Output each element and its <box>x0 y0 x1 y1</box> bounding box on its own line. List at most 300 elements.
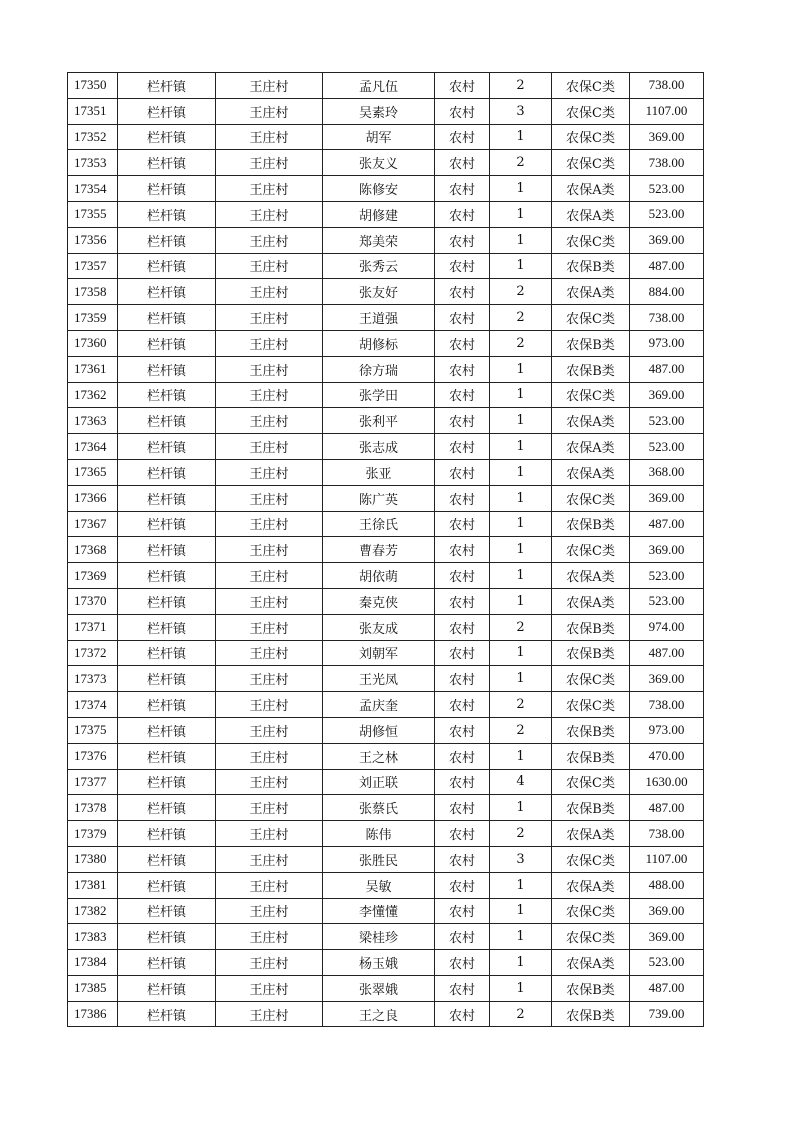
amount-cell: 523.00 <box>630 588 704 614</box>
category-cell: 农保C类 <box>552 846 630 872</box>
row-number-cell: 17377 <box>68 769 118 795</box>
amount-cell: 487.00 <box>630 511 704 537</box>
area-type-cell: 农村 <box>435 98 490 124</box>
area-type-cell: 农村 <box>435 459 490 485</box>
amount-cell: 470.00 <box>630 743 704 769</box>
amount-cell: 884.00 <box>630 279 704 305</box>
row-number-cell: 17355 <box>68 201 118 227</box>
category-cell: 农保C类 <box>552 150 630 176</box>
row-number-cell: 17365 <box>68 459 118 485</box>
count-cell: 1 <box>490 872 552 898</box>
amount-cell: 523.00 <box>630 950 704 976</box>
count-cell: 4 <box>490 769 552 795</box>
row-number-cell: 17382 <box>68 898 118 924</box>
area-type-cell: 农村 <box>435 743 490 769</box>
area-type-cell: 农村 <box>435 924 490 950</box>
count-cell: 1 <box>490 588 552 614</box>
category-cell: 农保B类 <box>552 356 630 382</box>
category-cell: 农保A类 <box>552 201 630 227</box>
table-row <box>68 717 704 743</box>
row-number-cell: 17356 <box>68 227 118 253</box>
town-cell: 栏杆镇 <box>118 563 216 589</box>
area-type-cell: 农村 <box>435 253 490 279</box>
name-cell: 张秀云 <box>323 253 435 279</box>
town-cell: 栏杆镇 <box>118 1001 216 1027</box>
count-cell: 1 <box>490 253 552 279</box>
row-number-cell: 17358 <box>68 279 118 305</box>
row-number-cell: 17357 <box>68 253 118 279</box>
row-number-cell: 17378 <box>68 795 118 821</box>
town-cell: 栏杆镇 <box>118 666 216 692</box>
category-cell: 农保A类 <box>552 408 630 434</box>
town-cell: 栏杆镇 <box>118 743 216 769</box>
village-cell: 王庄村 <box>216 975 323 1001</box>
category-cell: 农保C类 <box>552 305 630 331</box>
table-row <box>68 666 704 692</box>
name-cell: 胡修恒 <box>323 717 435 743</box>
name-cell: 张友义 <box>323 150 435 176</box>
town-cell: 栏杆镇 <box>118 227 216 253</box>
amount-cell: 487.00 <box>630 975 704 1001</box>
table-body <box>68 73 704 1027</box>
name-cell: 徐方瑞 <box>323 356 435 382</box>
town-cell: 栏杆镇 <box>118 356 216 382</box>
town-cell: 栏杆镇 <box>118 795 216 821</box>
table-row <box>68 330 704 356</box>
amount-cell: 738.00 <box>630 821 704 847</box>
area-type-cell: 农村 <box>435 150 490 176</box>
town-cell: 栏杆镇 <box>118 279 216 305</box>
table-row <box>68 459 704 485</box>
count-cell: 1 <box>490 124 552 150</box>
table-row <box>68 176 704 202</box>
category-cell: 农保B类 <box>552 975 630 1001</box>
village-cell: 王庄村 <box>216 563 323 589</box>
village-cell: 王庄村 <box>216 124 323 150</box>
row-number-cell: 17386 <box>68 1001 118 1027</box>
count-cell: 1 <box>490 640 552 666</box>
name-cell: 孟凡伍 <box>323 73 435 99</box>
count-cell: 1 <box>490 666 552 692</box>
town-cell: 栏杆镇 <box>118 485 216 511</box>
amount-cell: 738.00 <box>630 150 704 176</box>
village-cell: 王庄村 <box>216 434 323 460</box>
table-row <box>68 511 704 537</box>
table-row <box>68 795 704 821</box>
area-type-cell: 农村 <box>435 382 490 408</box>
amount-cell: 369.00 <box>630 382 704 408</box>
table-row <box>68 692 704 718</box>
village-cell: 王庄村 <box>216 485 323 511</box>
amount-cell: 369.00 <box>630 485 704 511</box>
category-cell: 农保C类 <box>552 227 630 253</box>
count-cell: 1 <box>490 434 552 460</box>
area-type-cell: 农村 <box>435 975 490 1001</box>
category-cell: 农保A类 <box>552 563 630 589</box>
town-cell: 栏杆镇 <box>118 98 216 124</box>
amount-cell: 738.00 <box>630 692 704 718</box>
table-row <box>68 434 704 460</box>
row-number-cell: 17369 <box>68 563 118 589</box>
town-cell: 栏杆镇 <box>118 950 216 976</box>
count-cell: 1 <box>490 924 552 950</box>
row-number-cell: 17373 <box>68 666 118 692</box>
name-cell: 张翠娥 <box>323 975 435 1001</box>
village-cell: 王庄村 <box>216 150 323 176</box>
name-cell: 张利平 <box>323 408 435 434</box>
table-row <box>68 975 704 1001</box>
name-cell: 胡依萌 <box>323 563 435 589</box>
table-row <box>68 201 704 227</box>
name-cell: 曹春芳 <box>323 537 435 563</box>
amount-cell: 738.00 <box>630 73 704 99</box>
category-cell: 农保C类 <box>552 382 630 408</box>
amount-cell: 1107.00 <box>630 846 704 872</box>
table-row <box>68 485 704 511</box>
category-cell: 农保C类 <box>552 73 630 99</box>
town-cell: 栏杆镇 <box>118 330 216 356</box>
village-cell: 王庄村 <box>216 898 323 924</box>
village-cell: 王庄村 <box>216 846 323 872</box>
count-cell: 3 <box>490 846 552 872</box>
area-type-cell: 农村 <box>435 485 490 511</box>
town-cell: 栏杆镇 <box>118 717 216 743</box>
area-type-cell: 农村 <box>435 898 490 924</box>
name-cell: 张蔡氏 <box>323 795 435 821</box>
table-row <box>68 279 704 305</box>
village-cell: 王庄村 <box>216 73 323 99</box>
area-type-cell: 农村 <box>435 330 490 356</box>
row-number-cell: 17367 <box>68 511 118 537</box>
name-cell: 李懂懂 <box>323 898 435 924</box>
village-cell: 王庄村 <box>216 924 323 950</box>
town-cell: 栏杆镇 <box>118 408 216 434</box>
count-cell: 2 <box>490 614 552 640</box>
town-cell: 栏杆镇 <box>118 253 216 279</box>
row-number-cell: 17351 <box>68 98 118 124</box>
category-cell: 农保C类 <box>552 485 630 511</box>
category-cell: 农保A类 <box>552 950 630 976</box>
name-cell: 吴敏 <box>323 872 435 898</box>
count-cell: 1 <box>490 408 552 434</box>
area-type-cell: 农村 <box>435 666 490 692</box>
row-number-cell: 17363 <box>68 408 118 434</box>
row-number-cell: 17372 <box>68 640 118 666</box>
amount-cell: 487.00 <box>630 640 704 666</box>
row-number-cell: 17353 <box>68 150 118 176</box>
category-cell: 农保B类 <box>552 1001 630 1027</box>
category-cell: 农保C类 <box>552 666 630 692</box>
row-number-cell: 17384 <box>68 950 118 976</box>
category-cell: 农保B类 <box>552 795 630 821</box>
table-row <box>68 408 704 434</box>
category-cell: 农保C类 <box>552 537 630 563</box>
row-number-cell: 17383 <box>68 924 118 950</box>
town-cell: 栏杆镇 <box>118 588 216 614</box>
count-cell: 1 <box>490 795 552 821</box>
amount-cell: 487.00 <box>630 253 704 279</box>
area-type-cell: 农村 <box>435 563 490 589</box>
area-type-cell: 农村 <box>435 717 490 743</box>
village-cell: 王庄村 <box>216 176 323 202</box>
category-cell: 农保A类 <box>552 588 630 614</box>
count-cell: 1 <box>490 537 552 563</box>
name-cell: 王道强 <box>323 305 435 331</box>
town-cell: 栏杆镇 <box>118 305 216 331</box>
table-row <box>68 253 704 279</box>
amount-cell: 1107.00 <box>630 98 704 124</box>
count-cell: 1 <box>490 459 552 485</box>
name-cell: 秦克侠 <box>323 588 435 614</box>
area-type-cell: 农村 <box>435 846 490 872</box>
area-type-cell: 农村 <box>435 73 490 99</box>
town-cell: 栏杆镇 <box>118 434 216 460</box>
area-type-cell: 农村 <box>435 640 490 666</box>
count-cell: 1 <box>490 563 552 589</box>
name-cell: 梁桂珍 <box>323 924 435 950</box>
area-type-cell: 农村 <box>435 356 490 382</box>
amount-cell: 369.00 <box>630 898 704 924</box>
name-cell: 陈伟 <box>323 821 435 847</box>
village-cell: 王庄村 <box>216 588 323 614</box>
table-row <box>68 563 704 589</box>
name-cell: 吴素玲 <box>323 98 435 124</box>
town-cell: 栏杆镇 <box>118 898 216 924</box>
amount-cell: 523.00 <box>630 408 704 434</box>
village-cell: 王庄村 <box>216 98 323 124</box>
count-cell: 1 <box>490 176 552 202</box>
row-number-cell: 17370 <box>68 588 118 614</box>
category-cell: 农保A类 <box>552 459 630 485</box>
town-cell: 栏杆镇 <box>118 511 216 537</box>
village-cell: 王庄村 <box>216 408 323 434</box>
village-cell: 王庄村 <box>216 614 323 640</box>
count-cell: 3 <box>490 98 552 124</box>
count-cell: 2 <box>490 692 552 718</box>
village-cell: 王庄村 <box>216 382 323 408</box>
name-cell: 张学田 <box>323 382 435 408</box>
table-row <box>68 588 704 614</box>
name-cell: 张志成 <box>323 434 435 460</box>
area-type-cell: 农村 <box>435 408 490 434</box>
table-row <box>68 1001 704 1027</box>
area-type-cell: 农村 <box>435 279 490 305</box>
table-row <box>68 124 704 150</box>
row-number-cell: 17361 <box>68 356 118 382</box>
town-cell: 栏杆镇 <box>118 975 216 1001</box>
row-number-cell: 17354 <box>68 176 118 202</box>
table-row <box>68 227 704 253</box>
area-type-cell: 农村 <box>435 872 490 898</box>
table-row <box>68 924 704 950</box>
count-cell: 2 <box>490 305 552 331</box>
category-cell: 农保B类 <box>552 330 630 356</box>
count-cell: 2 <box>490 279 552 305</box>
area-type-cell: 农村 <box>435 511 490 537</box>
category-cell: 农保C类 <box>552 692 630 718</box>
village-cell: 王庄村 <box>216 253 323 279</box>
village-cell: 王庄村 <box>216 279 323 305</box>
town-cell: 栏杆镇 <box>118 692 216 718</box>
category-cell: 农保B类 <box>552 614 630 640</box>
amount-cell: 973.00 <box>630 330 704 356</box>
name-cell: 胡修建 <box>323 201 435 227</box>
town-cell: 栏杆镇 <box>118 176 216 202</box>
count-cell: 1 <box>490 382 552 408</box>
category-cell: 农保A类 <box>552 176 630 202</box>
count-cell: 2 <box>490 330 552 356</box>
name-cell: 胡军 <box>323 124 435 150</box>
row-number-cell: 17359 <box>68 305 118 331</box>
table-row <box>68 150 704 176</box>
count-cell: 2 <box>490 1001 552 1027</box>
village-cell: 王庄村 <box>216 201 323 227</box>
category-cell: 农保C类 <box>552 769 630 795</box>
category-cell: 农保C类 <box>552 124 630 150</box>
row-number-cell: 17380 <box>68 846 118 872</box>
town-cell: 栏杆镇 <box>118 872 216 898</box>
amount-cell: 488.00 <box>630 872 704 898</box>
village-cell: 王庄村 <box>216 537 323 563</box>
area-type-cell: 农村 <box>435 614 490 640</box>
table-row <box>68 382 704 408</box>
area-type-cell: 农村 <box>435 769 490 795</box>
count-cell: 1 <box>490 950 552 976</box>
name-cell: 张友成 <box>323 614 435 640</box>
amount-cell: 523.00 <box>630 434 704 460</box>
name-cell: 刘朝军 <box>323 640 435 666</box>
area-type-cell: 农村 <box>435 201 490 227</box>
area-type-cell: 农村 <box>435 588 490 614</box>
row-number-cell: 17379 <box>68 821 118 847</box>
amount-cell: 973.00 <box>630 717 704 743</box>
name-cell: 杨玉娥 <box>323 950 435 976</box>
name-cell: 张友好 <box>323 279 435 305</box>
name-cell: 张胜民 <box>323 846 435 872</box>
count-cell: 1 <box>490 201 552 227</box>
area-type-cell: 农村 <box>435 692 490 718</box>
town-cell: 栏杆镇 <box>118 614 216 640</box>
row-number-cell: 17381 <box>68 872 118 898</box>
name-cell: 陈修安 <box>323 176 435 202</box>
amount-cell: 974.00 <box>630 614 704 640</box>
area-type-cell: 农村 <box>435 227 490 253</box>
amount-cell: 739.00 <box>630 1001 704 1027</box>
category-cell: 农保A类 <box>552 434 630 460</box>
table-row <box>68 846 704 872</box>
category-cell: 农保B类 <box>552 717 630 743</box>
town-cell: 栏杆镇 <box>118 150 216 176</box>
name-cell: 陈广英 <box>323 485 435 511</box>
row-number-cell: 17385 <box>68 975 118 1001</box>
village-cell: 王庄村 <box>216 356 323 382</box>
village-cell: 王庄村 <box>216 1001 323 1027</box>
category-cell: 农保C类 <box>552 98 630 124</box>
amount-cell: 487.00 <box>630 795 704 821</box>
town-cell: 栏杆镇 <box>118 537 216 563</box>
amount-cell: 523.00 <box>630 563 704 589</box>
amount-cell: 369.00 <box>630 924 704 950</box>
table-row <box>68 898 704 924</box>
amount-cell: 369.00 <box>630 537 704 563</box>
name-cell: 刘正联 <box>323 769 435 795</box>
category-cell: 农保B类 <box>552 743 630 769</box>
table-row <box>68 73 704 99</box>
amount-cell: 369.00 <box>630 124 704 150</box>
table-row <box>68 537 704 563</box>
amount-cell: 369.00 <box>630 666 704 692</box>
town-cell: 栏杆镇 <box>118 382 216 408</box>
count-cell: 1 <box>490 485 552 511</box>
area-type-cell: 农村 <box>435 1001 490 1027</box>
village-cell: 王庄村 <box>216 717 323 743</box>
table-row <box>68 640 704 666</box>
town-cell: 栏杆镇 <box>118 201 216 227</box>
amount-cell: 368.00 <box>630 459 704 485</box>
row-number-cell: 17360 <box>68 330 118 356</box>
village-cell: 王庄村 <box>216 666 323 692</box>
count-cell: 1 <box>490 511 552 537</box>
area-type-cell: 农村 <box>435 124 490 150</box>
amount-cell: 523.00 <box>630 176 704 202</box>
table-row <box>68 769 704 795</box>
row-number-cell: 17352 <box>68 124 118 150</box>
row-number-cell: 17366 <box>68 485 118 511</box>
village-cell: 王庄村 <box>216 769 323 795</box>
category-cell: 农保B类 <box>552 253 630 279</box>
village-cell: 王庄村 <box>216 330 323 356</box>
table-row <box>68 356 704 382</box>
row-number-cell: 17374 <box>68 692 118 718</box>
count-cell: 1 <box>490 743 552 769</box>
town-cell: 栏杆镇 <box>118 459 216 485</box>
name-cell: 王徐氏 <box>323 511 435 537</box>
amount-cell: 369.00 <box>630 227 704 253</box>
village-cell: 王庄村 <box>216 743 323 769</box>
name-cell: 王光凤 <box>323 666 435 692</box>
town-cell: 栏杆镇 <box>118 640 216 666</box>
village-cell: 王庄村 <box>216 227 323 253</box>
name-cell: 王之林 <box>323 743 435 769</box>
category-cell: 农保A类 <box>552 821 630 847</box>
amount-cell: 523.00 <box>630 201 704 227</box>
row-number-cell: 17376 <box>68 743 118 769</box>
name-cell: 张亚 <box>323 459 435 485</box>
area-type-cell: 农村 <box>435 537 490 563</box>
count-cell: 1 <box>490 227 552 253</box>
area-type-cell: 农村 <box>435 821 490 847</box>
village-cell: 王庄村 <box>216 821 323 847</box>
count-cell: 1 <box>490 356 552 382</box>
town-cell: 栏杆镇 <box>118 769 216 795</box>
category-cell: 农保C类 <box>552 898 630 924</box>
village-cell: 王庄村 <box>216 692 323 718</box>
village-cell: 王庄村 <box>216 640 323 666</box>
name-cell: 王之良 <box>323 1001 435 1027</box>
village-cell: 王庄村 <box>216 459 323 485</box>
village-cell: 王庄村 <box>216 511 323 537</box>
area-type-cell: 农村 <box>435 434 490 460</box>
name-cell: 胡修标 <box>323 330 435 356</box>
name-cell: 郑美荣 <box>323 227 435 253</box>
count-cell: 2 <box>490 821 552 847</box>
village-cell: 王庄村 <box>216 872 323 898</box>
town-cell: 栏杆镇 <box>118 124 216 150</box>
category-cell: 农保A类 <box>552 279 630 305</box>
town-cell: 栏杆镇 <box>118 846 216 872</box>
table-row <box>68 743 704 769</box>
row-number-cell: 17371 <box>68 614 118 640</box>
